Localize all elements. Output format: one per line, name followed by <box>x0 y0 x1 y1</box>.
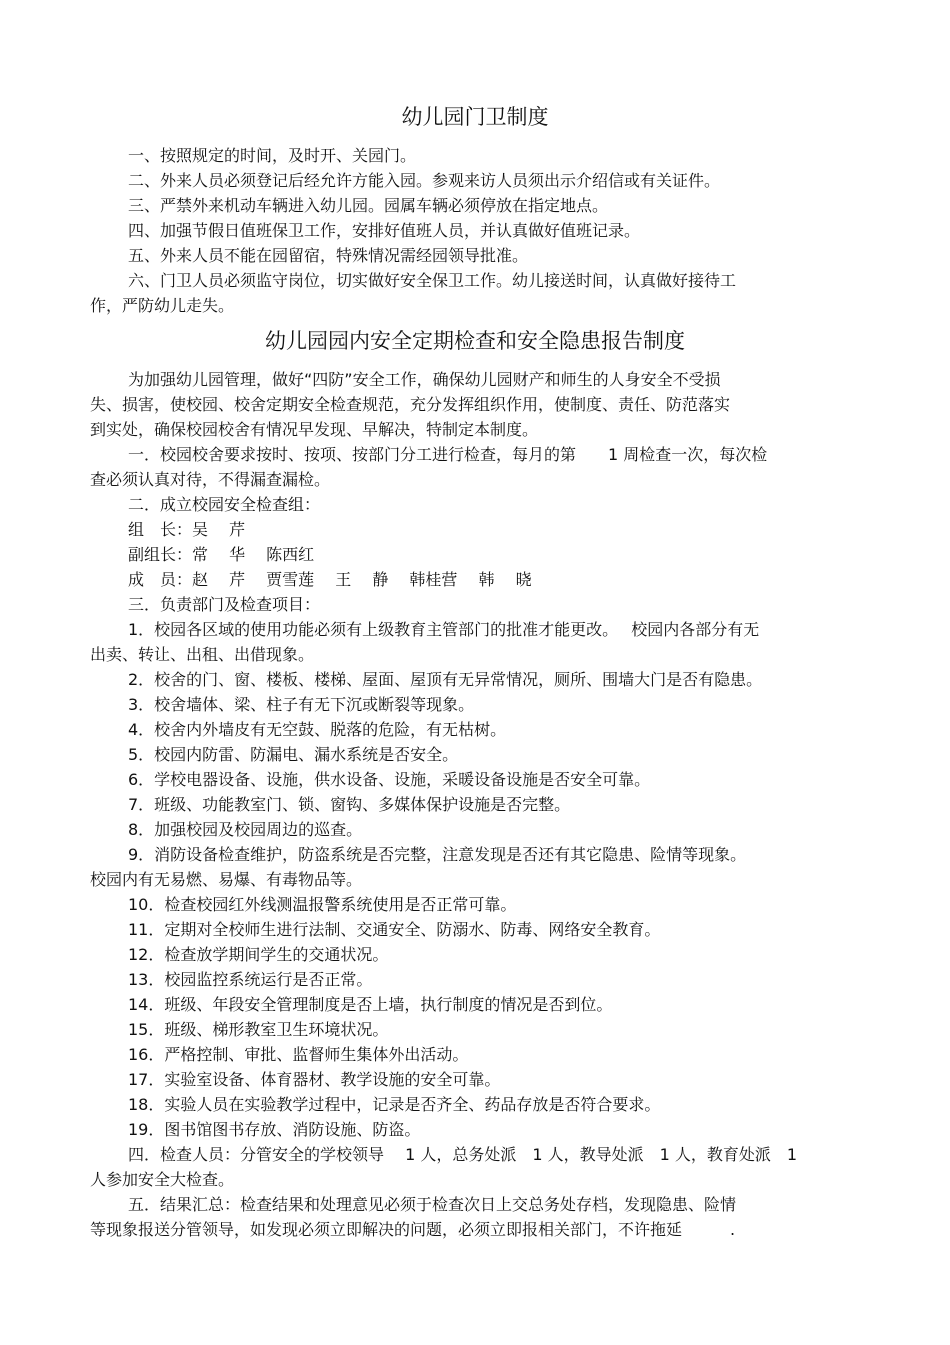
doc2-line: 14．班级、年段安全管理制度是否上墙，执行制度的情况是否到位。 <box>128 995 613 1014</box>
doc2-line: 10．检查校园红外线测温报警系统使用是否正常可靠。 <box>128 895 517 914</box>
doc1-title: 幼儿园门卫制度 <box>401 105 549 129</box>
doc2-line: 12．检查放学期间学生的交通状况。 <box>128 945 389 964</box>
doc2-line: 7．班级、功能教室门、锁、窗钩、多媒体保护设施是否完整。 <box>128 795 571 814</box>
doc2-line: 副组长：常 华 陈西红 <box>128 545 315 564</box>
doc2-line: 人参加安全大检查。 <box>90 1170 235 1189</box>
doc2-line: 等现象报送分管领导，如发现必须立即解决的问题，必须立即报相关部门，不许拖延 . <box>90 1220 736 1239</box>
doc2-line: 16．严格控制、审批、监督师生集体外出活动。 <box>128 1045 469 1064</box>
doc1-line: 三、严禁外来机动车辆进入幼儿园。园属车辆必须停放在指定地点。 <box>128 196 609 215</box>
doc2-line: 18．实验人员在实验教学过程中，记录是否齐全、药品存放是否符合要求。 <box>128 1095 661 1114</box>
doc2-line: 五．结果汇总：检查结果和处理意见必须于检查次日上交总务处存档，发现隐患、险情 <box>128 1195 737 1214</box>
doc2-line: 为加强幼儿园管理，做好“四防”安全工作，确保幼儿园财产和师生的人身安全不受损 <box>128 370 721 389</box>
doc1-line: 五、外来人员不能在园留宿，特殊情况需经园领导批准。 <box>128 246 529 265</box>
doc2-line: 到实处，确保校园校舍有情况早发现、早解决，特制定本制度。 <box>90 420 539 439</box>
doc2-line: 查必须认真对待，不得漏查漏检。 <box>90 470 331 489</box>
doc2-line: 2．校舍的门、窗、楼板、楼梯、屋面、屋顶有无异常情况，厕所、围墙大门是否有隐患。 <box>128 670 763 689</box>
doc2-line: 1．校园各区域的使用功能必须有上级教育主管部门的批准才能更改。 校园内各部分有无 <box>128 620 760 639</box>
doc2-line: 9．消防设备检查维护，防盗系统是否完整，注意发现是否还有其它隐患、险情等现象。 <box>128 845 747 864</box>
doc1-line: 作，严防幼儿走失。 <box>90 296 235 315</box>
doc2-line: 成 员：赵 芹 贾雪莲 王 静 韩桂营 韩 晓 <box>128 570 532 589</box>
doc2-line: 4．校舍内外墙皮有无空鼓、脱落的危险，有无枯树。 <box>128 720 507 739</box>
doc2-line: 15．班级、梯形教室卫生环境状况。 <box>128 1020 389 1039</box>
doc1-line: 四、加强节假日值班保卫工作，安排好值班人员，并认真做好值班记录。 <box>128 221 641 240</box>
doc2-title: 幼儿园园内安全定期检查和安全隐患报告制度 <box>265 329 685 353</box>
doc1-line: 一、按照规定的时间，及时开、关园门。 <box>128 146 417 165</box>
doc2-line: 19．图书馆图书存放、消防设施、防盗。 <box>128 1120 421 1139</box>
doc2-line: 一．校园校舍要求按时、按项、按部门分工进行检查，每月的第 1 周检查一次，每次检 <box>128 445 768 464</box>
doc1-line: 六、门卫人员必须监守岗位，切实做好安全保卫工作。幼儿接送时间，认真做好接待工 <box>128 271 737 290</box>
doc2-line: 失、损害，使校园、校舍定期安全检查规范，充分发挥组织作用，使制度、责任、防范落实 <box>90 395 731 414</box>
doc2-line: 11．定期对全校师生进行法制、交通安全、防溺水、防毒、网络安全教育。 <box>128 920 661 939</box>
doc2-line: 四．检查人员：分管安全的学校领导 1 人，总务处派 1 人，教导处派 1 人，教育处派 1 <box>128 1145 798 1164</box>
doc2-line: 5．校园内防雷、防漏电、漏水系统是否安全。 <box>128 745 459 764</box>
doc2-line: 二．成立校园安全检查组： <box>128 495 321 514</box>
doc2-line: 三．负责部门及检查项目： <box>128 595 321 614</box>
doc1-line: 二、外来人员必须登记后经允许方能入园。参观来访人员须出示介绍信或有关证件。 <box>128 171 721 190</box>
doc2-line: 17．实验室设备、体育器材、教学设施的安全可靠。 <box>128 1070 501 1089</box>
doc2-line: 8．加强校园及校园周边的巡查。 <box>128 820 363 839</box>
doc2-line: 13．校园监控系统运行是否正常。 <box>128 970 373 989</box>
doc2-line: 出卖、转让、出租、出借现象。 <box>90 645 315 664</box>
doc2-line: 组 长：吴 芹 <box>128 520 246 539</box>
doc2-line: 3．校舍墙体、梁、柱子有无下沉或断裂等现象。 <box>128 695 475 714</box>
doc2-line: 校园内有无易燃、易爆、有毒物品等。 <box>90 870 363 889</box>
doc2-line: 6．学校电器设备、设施，供水设备、设施，采暖设备设施是否安全可靠。 <box>128 770 651 789</box>
